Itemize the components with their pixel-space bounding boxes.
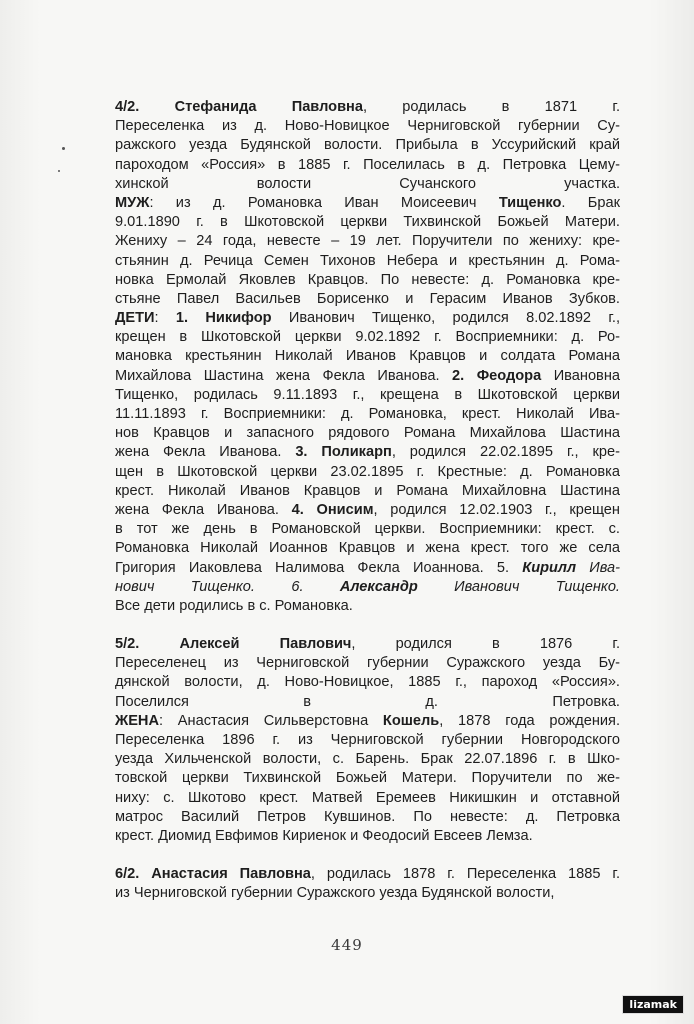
text-run: крест. Николай Иванов Кравцов и Романа Михайловна Шастина [115, 482, 620, 499]
text-line [115, 405, 620, 424]
text-line [115, 309, 620, 328]
text-line [115, 386, 620, 405]
text-line [115, 328, 620, 347]
text-run: нович Тищенко. 6. [115, 578, 340, 595]
text-line [115, 156, 620, 175]
text-run: 11.11.1893 г. Восприемники: д. Романовка, крест. Николай Ива- [115, 406, 620, 422]
section-gap [115, 616, 620, 635]
scan-speck [62, 147, 65, 150]
text-run: . Брак [561, 194, 620, 211]
text-run: Жениху – 24 года, невесте – 19 лет. Поручители по жениху: кре- [115, 233, 620, 250]
text-run: дянской волости, д. Ново-Новицкое, 1885 г., пароход «Россия». [115, 674, 620, 691]
text-run: Михайлова Шастина жена Фекла Иванова. [115, 367, 453, 384]
bold-text: МУЖ [115, 194, 150, 211]
text-run: Тищенко, родилась 9.11.1893 г., крещена в Шкотовской церкви [115, 386, 620, 403]
text-line [115, 865, 620, 884]
text-run: , родился 12.02.1903 г., крещен [373, 501, 620, 518]
text-run: новка Ермолай Яковлев Кравцов. По невесте: д. Романовка кре- [115, 271, 620, 288]
text-line [115, 789, 620, 808]
text-line [115, 712, 620, 731]
text-line [115, 443, 620, 462]
text-run: , родилась 1878 г. Переселенка 1885 г. [310, 866, 620, 883]
text-line [115, 367, 620, 386]
text-run: стьянин д. Речица Семен Тихонов Небера и крестьянин д. Рома- [115, 252, 620, 269]
text-run: из Черниговской губернии Суражского уезда Будянской волости, [115, 885, 555, 902]
section-gap [115, 846, 620, 865]
text-run: жена Фекла Иванова. [115, 444, 296, 461]
text-line [115, 750, 620, 769]
text-line [115, 424, 620, 443]
text-run: , родился в 1876 г. [351, 636, 620, 653]
text-run: товской церкви Тихвинской Божьей Матери. Поручители по же- [115, 770, 620, 787]
text-line [115, 559, 620, 578]
bold-text: 5/2. Алексей Павлович [115, 636, 352, 653]
text-line [115, 731, 620, 750]
text-run: Переселенец из Черниговской губернии Суражского уезда Бу- [115, 655, 620, 672]
bold-text: 4/2. Стефанида Павловна [115, 99, 363, 115]
text-run: 9.01.1890 г. в Шкотовской церкви Тихвинской Божьей Матери. [115, 214, 620, 231]
text-run: Ива- [576, 559, 620, 576]
text-run: уезда Хильченской волости, с. Барень. Брак 22.07.1896 г. в Шко- [115, 751, 620, 768]
bold-text: 1. Никифор [175, 310, 272, 327]
text-run: стьяне Павел Васильев Борисенко и Герасим Иванов Зубков. [115, 290, 620, 307]
text-line [115, 769, 620, 788]
text-line [115, 290, 620, 309]
text-line [115, 98, 620, 117]
bold-text: 3. Поликарп [295, 444, 392, 461]
text-run: крест. Диомид Евфимов Кириенок и Феодосий Евсеев Лемза. [115, 827, 533, 844]
text-line [115, 482, 620, 501]
text-run: ражского уезда Будянской волости. Прибыла в Уссурийский край [115, 137, 620, 154]
page-number: 449 [331, 936, 363, 954]
text-run: Романовка Николай Иоаннов Кравцов и жена крест. того же села [115, 540, 620, 557]
text-run: : [154, 310, 176, 327]
text-line [115, 884, 620, 903]
text-run: , родилась в 1871 г. [363, 99, 621, 115]
text-line [115, 136, 620, 155]
text-line [115, 252, 620, 271]
text-run: Иванович Тищенко, родился 8.02.1892 г., [271, 310, 620, 327]
text-run: Поселился в д. Петровка. [115, 693, 620, 710]
text-run: пароходом «Россия» в 1885 г. Поселилась в д. Петровка Цему- [115, 156, 620, 173]
text-line [115, 501, 620, 520]
entry-section [115, 865, 620, 903]
text-line [115, 271, 620, 290]
bold-text: Тищенко [498, 194, 562, 211]
text-run: Ивановна [541, 367, 620, 384]
text-line [115, 117, 620, 136]
text-line [115, 578, 620, 597]
text-run: крещен в Шкотовской церкви 9.02.1892 г. Восприемники: д. Ро- [115, 329, 620, 346]
text-line [115, 463, 620, 482]
text-line [115, 232, 620, 251]
document-body [115, 98, 620, 904]
text-line [115, 654, 620, 673]
text-run: жена Фекла Иванова. [115, 501, 292, 518]
bold-text: 4. Онисим [291, 501, 374, 518]
text-run: хинской волости Сучанского участка. [115, 175, 620, 192]
text-run: Все дети родились в с. Романовка. [115, 597, 353, 614]
text-line [115, 635, 620, 654]
bold-text: ДЕТИ [115, 310, 155, 327]
bold-text: Кирилл [522, 559, 577, 576]
text-line [115, 213, 620, 232]
text-run: щен в Шкотовской церкви 23.02.1895 г. Крестные: д. Романовка [115, 463, 620, 480]
bold-text: ЖЕНА [115, 712, 160, 729]
text-run: , родился 22.02.1895 г., кре- [391, 444, 620, 461]
text-run: ниху: с. Шкотово крест. Матвей Еремеев Никишкин и отставной [115, 789, 620, 806]
text-line [115, 693, 620, 712]
text-line [115, 175, 620, 194]
entry-section [115, 635, 620, 846]
text-run: : Анастасия Сильверстовна [159, 712, 383, 729]
text-run: матрос Василий Петров Кувшинов. По невесте: д. Петровка [115, 808, 620, 825]
bold-text: 6/2. Анастасия Павловна [115, 866, 311, 883]
entry-section [115, 98, 620, 616]
text-line [115, 539, 620, 558]
bold-text: 2. Феодора [452, 367, 542, 384]
text-run: , 1878 года рождения. [439, 712, 620, 729]
text-run: нов Кравцов и запасного рядового Романа Михайлова Шастина [115, 425, 620, 442]
text-run: в тот же день в Романовской церкви. Восприемники: крест. с. [115, 521, 620, 538]
text-line [115, 827, 620, 846]
text-line [115, 673, 620, 692]
text-line [115, 597, 620, 616]
text-line [115, 520, 620, 539]
text-run: Переселенка 1896 г. из Черниговской губернии Новгородского [115, 732, 620, 748]
bold-text: Александр [339, 578, 418, 595]
text-line [115, 808, 620, 827]
text-line [115, 347, 620, 366]
watermark-logo: lizamak [622, 995, 684, 1014]
scan-speck [58, 170, 60, 172]
text-run: : из д. Романовка Иван Моисеевич [149, 194, 499, 211]
text-line [115, 194, 620, 213]
text-run: Переселенка из д. Ново-Новицкое Черниговской губернии Су- [115, 118, 620, 135]
text-run: мановка крестьянин Николай Иванов Кравцов и солдата Романа [115, 348, 620, 365]
bold-text: Кошель [382, 712, 440, 729]
text-run: Иванович Тищенко. [417, 578, 620, 595]
text-run: Григория Иаковлева Налимова Фекла Иоаннова. 5. [115, 559, 523, 576]
